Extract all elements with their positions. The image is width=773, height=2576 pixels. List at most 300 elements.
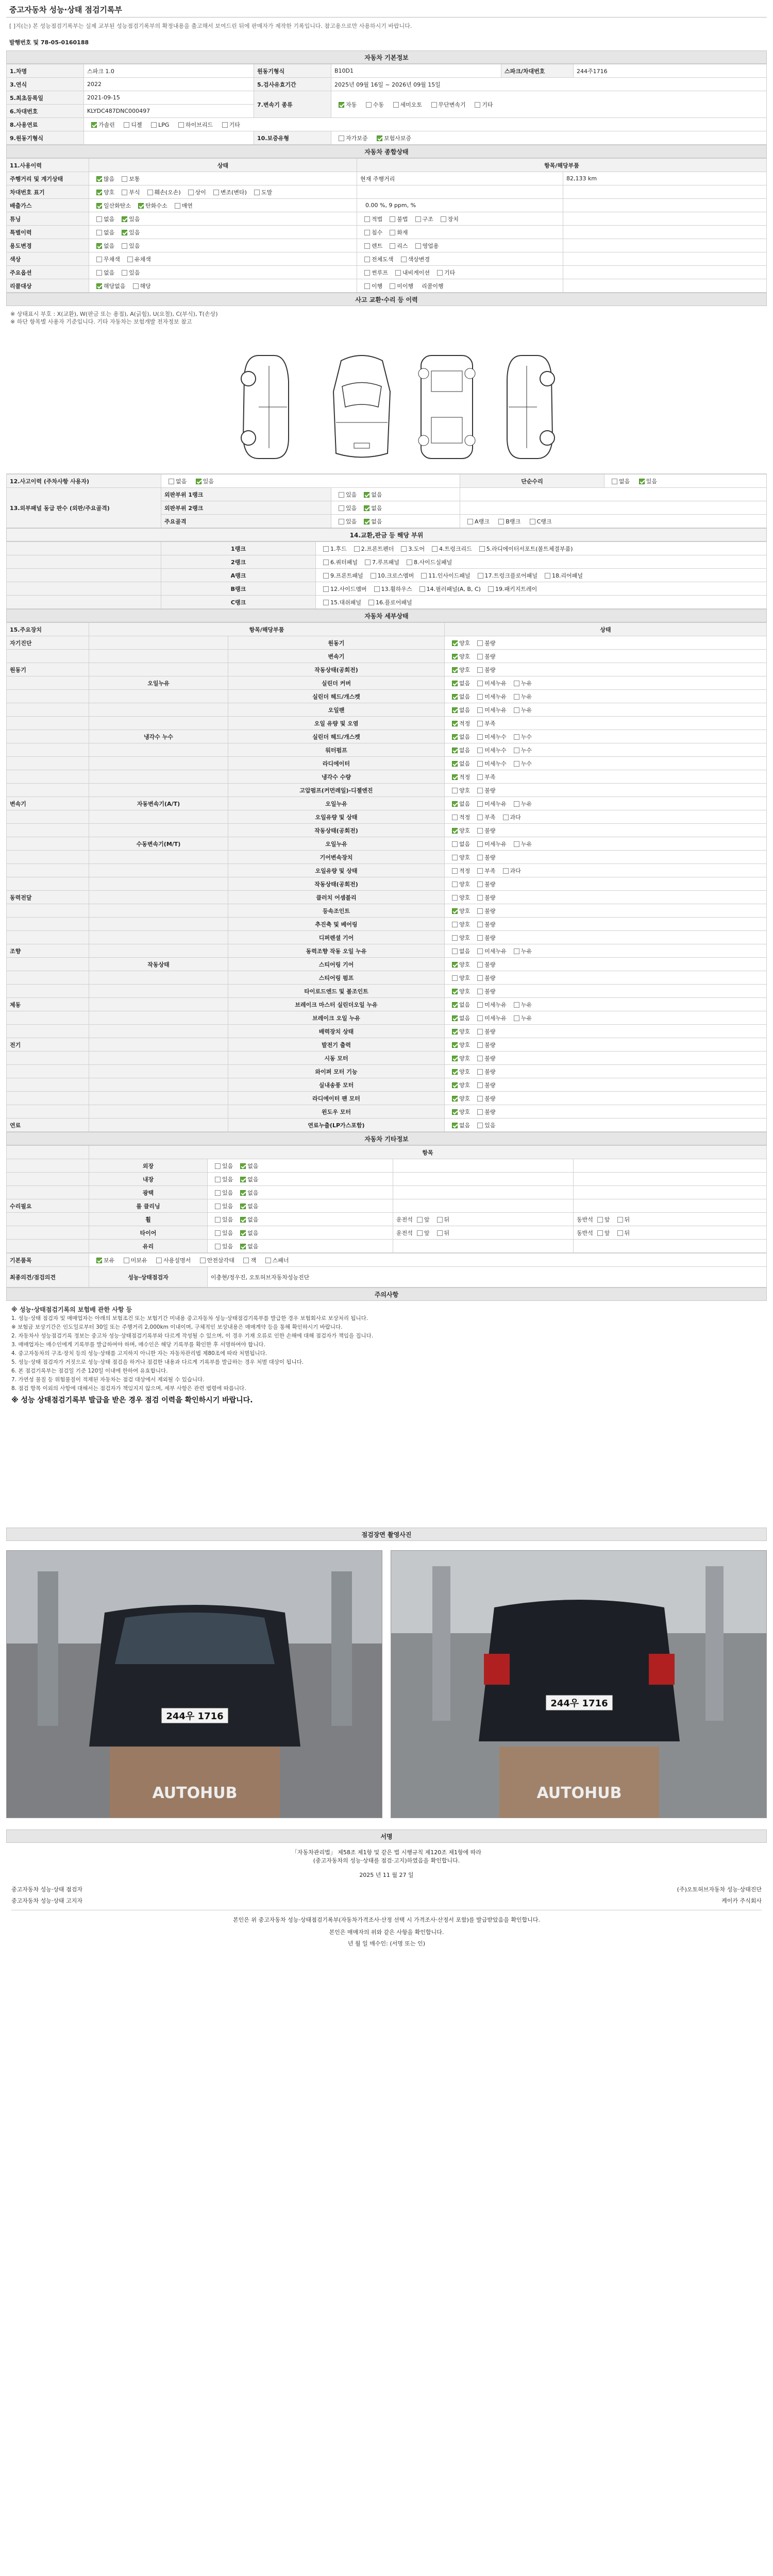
detail-row-subgroup xyxy=(89,877,228,891)
text-label: 상태 xyxy=(445,623,767,636)
checkbox-icon xyxy=(339,505,344,511)
checkbox-icon xyxy=(452,855,458,860)
option-item: 없음 xyxy=(448,1014,470,1022)
detail-row-item: 워터펌프 xyxy=(228,743,445,757)
table-row xyxy=(7,488,767,501)
checkbox-icon xyxy=(415,243,421,249)
summary-row-value: 82,133 km xyxy=(563,172,767,185)
option-item: 5.라디에이터서포트(볼트체결부품) xyxy=(475,545,573,553)
option-item: 불량 xyxy=(473,880,495,888)
notice-text: [ ]지(는) 본 성능점검기록부는 실제 교부된 성능점검기록부의 확정내용을 출고해서 보여드린 뒤에 판매자가 제작한 기록입니다. 참고용으로만 사용하시기 바랍니다. xyxy=(9,23,412,29)
checkbox-icon xyxy=(477,681,483,686)
option-item: 14.필러패널(A, B, C) xyxy=(415,585,481,593)
option-item xyxy=(120,121,142,129)
checkbox-checked-icon xyxy=(639,479,645,484)
text-label: 보험사보증 xyxy=(384,134,412,142)
option-item: 불량 xyxy=(473,1067,495,1076)
detail-row-subgroup xyxy=(89,743,228,757)
option-item xyxy=(164,477,187,485)
other-table xyxy=(6,1145,767,1253)
checkbox-checked-icon xyxy=(452,1109,458,1115)
option-item xyxy=(218,121,240,129)
option-item: 17.트렁크플로어패널 xyxy=(474,571,538,580)
detail-row-group xyxy=(7,1025,89,1038)
checkbox-icon xyxy=(477,640,483,646)
checkbox-icon xyxy=(96,216,102,222)
car-top-front-icon xyxy=(326,350,398,464)
parts-row xyxy=(7,542,767,555)
inspection-valid-value: 2025년 09월 16일 ~ 2026년 09월 15일 xyxy=(331,78,767,91)
detail-row-item: 실린더 헤드/개스켓 xyxy=(228,690,445,703)
detail-row-status xyxy=(445,1038,767,1052)
option-item: 앞 xyxy=(413,1229,430,1237)
parts-head: 14.교환,판금 등 해당 부위 xyxy=(6,528,767,541)
text-label: 사용설명서 xyxy=(163,1257,191,1264)
detail-row xyxy=(7,837,767,851)
option-item: 해당 xyxy=(129,282,151,290)
checkbox-checked-icon xyxy=(240,1177,246,1182)
checkbox-icon xyxy=(477,935,483,941)
table-cell xyxy=(331,488,460,501)
detail-row-item: 실내송풍 모터 xyxy=(228,1078,445,1092)
checkbox-checked-icon xyxy=(122,216,127,222)
option-item: 뒤 xyxy=(613,1215,630,1224)
detail-row-group: 제동 xyxy=(7,998,89,1011)
summary-row-options xyxy=(89,199,357,212)
checkbox-checked-icon xyxy=(452,1042,458,1048)
checkbox-icon xyxy=(96,270,102,276)
checkbox-icon xyxy=(169,479,174,484)
buyer-confirm-1: 본인은 위 중고자동차 성능·상태점검기록부(자동차가격조사·산정 선택 시 가격조사·산정서 포함)를 발급받았음을 확인합니다. xyxy=(233,1917,540,1923)
table-cell xyxy=(460,488,767,501)
checkbox-icon xyxy=(477,895,483,901)
checkbox-icon xyxy=(503,815,509,820)
option-item: 없음 xyxy=(360,517,382,526)
detail-row-status xyxy=(445,770,767,784)
option-item: 없음 xyxy=(360,490,382,499)
plate-label: 스파크/차대번호 xyxy=(501,64,574,78)
cert-number-label: 발행번호 및 xyxy=(9,39,39,46)
option-item: 장치 xyxy=(436,215,459,223)
checkbox-icon xyxy=(477,1002,483,1008)
other-row-passenger: 동반석 앞 뒤 xyxy=(574,1226,767,1240)
parts-row-rank: C랭크 xyxy=(161,596,316,609)
section-photos: 점검장면 촬영사진 xyxy=(6,1528,767,1541)
detail-row-group xyxy=(7,1011,89,1025)
option-item: 해당없음 xyxy=(92,282,126,290)
checkbox-icon xyxy=(514,748,519,753)
detail-row-item: 작동상태(공회전) xyxy=(228,824,445,837)
checkbox-checked-icon xyxy=(452,828,458,834)
option-item: 양호 xyxy=(448,974,470,982)
option-item: 없음 xyxy=(448,1001,470,1009)
option-item xyxy=(92,1256,114,1264)
checkbox-icon xyxy=(467,519,473,524)
detail-row-subgroup xyxy=(89,810,228,824)
detail-row-item: 배력장치 상태 xyxy=(228,1025,445,1038)
checkbox-icon xyxy=(200,1258,206,1263)
summary-head-item: 11.사용이력 xyxy=(7,159,89,172)
detail-row-subgroup xyxy=(89,1105,228,1118)
cert-number xyxy=(6,38,767,50)
checkbox-icon xyxy=(323,546,329,552)
option-item xyxy=(463,517,490,526)
text-label: 디젤 xyxy=(131,121,142,128)
checkbox-icon xyxy=(477,667,483,673)
sign-line-1: 「자동차관리법」 제58조 제1항 및 같은 법 시행규칙 제120조 제1항에 따라 xyxy=(291,1849,482,1856)
option-item: 있음 xyxy=(211,1189,233,1197)
option-item: 불량 xyxy=(473,907,495,915)
option-item: 앞 xyxy=(593,1215,610,1224)
parts-row-rank: 1랭크 xyxy=(161,542,316,555)
checkbox-checked-icon xyxy=(364,492,369,498)
option-item: 누유 xyxy=(510,947,532,955)
checkbox-icon xyxy=(488,586,494,592)
legend-line-2: ※ 하단 항목별 사용자 기준입니다. 기타 자동차는 보험개발 전자정보 참고 xyxy=(10,318,192,325)
table-row xyxy=(7,1146,767,1159)
option-item: 있음 xyxy=(117,242,140,250)
checkbox-icon xyxy=(477,774,483,780)
summary-row-extra xyxy=(357,239,563,252)
table-cell xyxy=(7,1146,89,1159)
plate-value: 244주1716 xyxy=(574,64,767,78)
detail-row-subgroup xyxy=(89,1065,228,1078)
option-item: 뒤 xyxy=(433,1229,450,1237)
checkbox-icon xyxy=(390,243,395,249)
detail-row-status xyxy=(445,824,767,837)
summary-row xyxy=(7,239,767,252)
option-item xyxy=(192,477,214,485)
option-item: 미세누유 xyxy=(473,1014,507,1022)
detail-row-item: 실린더 커버 xyxy=(228,676,445,690)
checkbox-icon xyxy=(215,1217,221,1223)
notes-title: ※ 성능·상태점검기록의 보험배 관한 사항 등 xyxy=(11,1306,132,1313)
option-item: 없음 xyxy=(448,840,470,848)
summary-row-value xyxy=(563,226,767,239)
detail-row-status xyxy=(445,918,767,931)
detail-row xyxy=(7,663,767,676)
checkbox-icon xyxy=(364,283,370,289)
rear-plate-text: 244우 1716 xyxy=(550,1698,608,1709)
checkbox-icon xyxy=(364,230,370,235)
option-item: 앞 xyxy=(593,1229,610,1237)
checkbox-icon xyxy=(339,492,344,498)
detail-row-item: 오일누유 xyxy=(228,837,445,851)
checkbox-checked-icon xyxy=(452,1123,458,1128)
summary-row-options xyxy=(89,212,357,226)
summary-row-extra xyxy=(357,266,563,279)
detail-row xyxy=(7,717,767,730)
car-name-value: 스파크 1.0 xyxy=(84,64,254,78)
parts-row-items xyxy=(316,555,767,569)
detail-row-group xyxy=(7,971,89,985)
detail-row-subgroup xyxy=(89,998,228,1011)
checkbox-checked-icon xyxy=(240,1244,246,1249)
detail-row-status xyxy=(445,1105,767,1118)
detail-row-status xyxy=(445,690,767,703)
transmission-opt-auto xyxy=(334,100,357,109)
option-item: 불량 xyxy=(473,934,495,942)
option-item: 누유 xyxy=(510,679,532,687)
text-label: 보유 xyxy=(104,1257,115,1264)
checkbox-icon xyxy=(265,1258,271,1263)
checkbox-icon xyxy=(393,102,399,108)
basic-items-options xyxy=(89,1253,767,1267)
option-item: 불량 xyxy=(473,1054,495,1062)
checkbox-icon xyxy=(364,257,370,262)
checkbox-icon xyxy=(323,560,329,565)
checkbox-icon xyxy=(477,922,483,927)
parts-row-items xyxy=(316,582,767,596)
option-item: 불량 xyxy=(473,1108,495,1116)
option-item: 부족 xyxy=(473,867,495,875)
detail-row-item: 시동 모터 xyxy=(228,1052,445,1065)
detail-row xyxy=(7,944,767,958)
detail-row xyxy=(7,703,767,717)
option-item xyxy=(494,517,520,526)
other-row-options xyxy=(208,1240,393,1253)
detail-row-subgroup: 냉각수 누수 xyxy=(89,730,228,743)
option-item xyxy=(239,1256,256,1264)
option-item: 불량 xyxy=(473,1081,495,1089)
checkbox-icon xyxy=(477,855,483,860)
checkbox-icon xyxy=(477,962,483,968)
notes-paragraph: 5. 성능·상태 점검자가 거짓으로 성능·상태 점검을 하거나 점검한 내용과 다르게 기록부를 발급하는 경우 처벌 대상이 됩니다. xyxy=(11,1359,304,1365)
detail-row-status xyxy=(445,1118,767,1132)
detail-row-item: 라디에이터 팬 모터 xyxy=(228,1092,445,1105)
detail-row-group xyxy=(7,810,89,824)
option-item: 없음 xyxy=(448,692,470,701)
other-row-options xyxy=(208,1226,393,1240)
detail-row xyxy=(7,810,767,824)
summary-row-extra xyxy=(357,185,563,199)
checkbox-checked-icon xyxy=(240,1217,246,1223)
option-item: 적정 xyxy=(448,719,470,727)
checkbox-checked-icon xyxy=(240,1163,246,1169)
detail-row-item: 기어변속장치 xyxy=(228,851,445,864)
detail-row-subgroup xyxy=(89,918,228,931)
option-item: 있음 xyxy=(211,1175,233,1183)
detail-row xyxy=(7,851,767,864)
engine-type-value: B10D1 xyxy=(331,64,501,78)
detail-row-item: 발전기 출력 xyxy=(228,1038,445,1052)
option-item: 있음 xyxy=(334,504,357,512)
parts-row-items xyxy=(316,596,767,609)
table-cell xyxy=(331,501,460,515)
option-item: 8.사이드실패널 xyxy=(402,558,452,566)
checkbox-checked-icon xyxy=(452,694,458,700)
other-row-options xyxy=(208,1213,393,1226)
detail-row-item: 냉각수 수량 xyxy=(228,770,445,784)
option-item: 없음 xyxy=(236,1189,258,1197)
text-label: 무단변속기 xyxy=(438,101,466,108)
detail-row xyxy=(7,676,767,690)
option-item: 부식 xyxy=(117,188,140,196)
summary-row-value xyxy=(563,279,767,293)
detail-row-group xyxy=(7,904,89,918)
option-item: 있음 xyxy=(117,268,140,277)
option-item: 양호 xyxy=(448,1067,470,1076)
other-row-group xyxy=(7,1159,89,1173)
section-detail: 자동차 세부상태 xyxy=(6,609,767,622)
option-item: 전체도색 xyxy=(360,255,394,263)
detail-row-group xyxy=(7,784,89,797)
option-item xyxy=(608,477,630,485)
checkbox-icon xyxy=(323,600,329,605)
notifier-value: 케이카 주식회사 xyxy=(721,1897,762,1904)
checkbox-icon xyxy=(364,243,370,249)
detail-row-status xyxy=(445,784,767,797)
checkbox-checked-icon xyxy=(452,908,458,914)
vin-label: 6.차대번호 xyxy=(7,105,84,118)
option-item xyxy=(147,122,169,128)
option-item: 미이행 xyxy=(385,282,413,290)
option-item: 12.사이드멤버 xyxy=(319,585,367,593)
car-side-left-icon xyxy=(238,350,295,464)
summary-row xyxy=(7,252,767,266)
checkbox-icon xyxy=(124,122,129,128)
checkbox-icon xyxy=(417,1230,423,1236)
checkbox-icon xyxy=(597,1217,603,1223)
detail-row xyxy=(7,1038,767,1052)
checkbox-checked-icon xyxy=(452,707,458,713)
checkbox-icon xyxy=(514,801,519,807)
detail-row xyxy=(7,690,767,703)
detail-row-item: 추진축 및 베어링 xyxy=(228,918,445,931)
checkbox-icon xyxy=(617,1230,623,1236)
detail-row xyxy=(7,918,767,931)
option-item: 불량 xyxy=(473,826,495,835)
detail-row-group xyxy=(7,650,89,663)
detail-row-item: 작동상태(공회전) xyxy=(228,877,445,891)
notes-paragraph: 4. 중고자동차의 구조·장치 등의 성능·상태를 고지하지 아니한 자는 자동차관리법 제80조에 따라 처벌됩니다. xyxy=(11,1350,267,1357)
checkbox-icon xyxy=(339,135,344,141)
checkbox-checked-icon xyxy=(452,1015,458,1021)
option-item: 미세누유 xyxy=(473,692,507,701)
detail-row xyxy=(7,743,767,757)
option-item: 양호 xyxy=(448,1081,470,1089)
checkbox-icon xyxy=(122,190,127,195)
fuel-label: 8.사용연료 xyxy=(7,118,84,131)
car-name-label: 1.차명 xyxy=(7,64,84,78)
option-item: 불량 xyxy=(473,1027,495,1036)
option-item: 양호 xyxy=(92,188,114,196)
exterior-panel-label: 13.외부패널 동급 판수 (외판/주요골격) xyxy=(7,488,161,528)
checkbox-icon xyxy=(452,788,458,793)
option-item: 일산화탄소 xyxy=(92,201,131,210)
basic-info-table xyxy=(6,64,767,145)
warranty-options xyxy=(331,131,767,145)
summary-row-label: 차대번호 표기 xyxy=(7,185,89,199)
summary-row-value xyxy=(563,212,767,226)
parts-row xyxy=(7,569,767,582)
other-row-group xyxy=(7,1213,89,1226)
detail-row-status xyxy=(445,985,767,998)
summary-row-options xyxy=(89,252,357,266)
detail-row-status xyxy=(445,743,767,757)
detail-row-group xyxy=(7,824,89,837)
checkbox-icon xyxy=(477,989,483,994)
checkbox-icon xyxy=(452,815,458,820)
detail-row-status xyxy=(445,650,767,663)
option-item: 미세누유 xyxy=(473,1001,507,1009)
text-label: 있음 xyxy=(203,478,214,485)
option-item: 없음 xyxy=(448,679,470,687)
option-item: 7.루프패널 xyxy=(361,558,399,566)
checkbox-icon xyxy=(477,841,483,847)
detail-row-subgroup xyxy=(89,971,228,985)
checkbox-icon xyxy=(437,1230,443,1236)
option-item: 이행 xyxy=(360,282,382,290)
checkbox-icon xyxy=(514,948,519,954)
checkbox-checked-icon xyxy=(452,774,458,780)
detail-row-status xyxy=(445,717,767,730)
option-item: 19.패키지트레이 xyxy=(484,585,537,593)
detail-row-group xyxy=(7,770,89,784)
detail-row-item: 와이퍼 모터 기능 xyxy=(228,1065,445,1078)
checkbox-icon xyxy=(452,895,458,901)
rear-lift-brand: AUTOHUB xyxy=(536,1784,622,1802)
option-item: 없음 xyxy=(92,268,114,277)
checkbox-icon xyxy=(243,1258,249,1263)
option-item: 뒤 xyxy=(433,1215,450,1224)
detail-row-group xyxy=(7,1065,89,1078)
rank1-label: 외판부위 1랭크 xyxy=(161,488,331,501)
summary-row xyxy=(7,212,767,226)
checkbox-checked-icon xyxy=(452,681,458,686)
option-item: 있음 xyxy=(334,517,357,526)
checkbox-icon xyxy=(477,1029,483,1035)
option-item: 부족 xyxy=(473,813,495,821)
option-item: 양호 xyxy=(448,893,470,902)
option-item: 침수 xyxy=(360,228,382,236)
checkbox-icon xyxy=(477,654,483,659)
other-row xyxy=(7,1173,767,1186)
buyer-confirm-2: 본인은 매매자의 위와 같은 사항을 확인합니다. xyxy=(329,1929,444,1936)
option-item: 양호 xyxy=(448,960,470,969)
detail-row-group xyxy=(7,703,89,717)
other-row-item: 룸 클리닝 xyxy=(89,1199,208,1213)
detail-row xyxy=(7,824,767,837)
legend-line-1: ※ 상태표시 부호 : X(교환), W(판금 또는 용접), A(긁힘), U(요철), C(부식), T(손상) xyxy=(10,311,218,317)
option-item: 없음 xyxy=(236,1202,258,1210)
summary-row-label: 배출가스 xyxy=(7,199,89,212)
detail-row-status xyxy=(445,1078,767,1092)
detail-row-subgroup: 수동변속기(M/T) xyxy=(89,837,228,851)
option-item: 적정 xyxy=(448,773,470,781)
checkbox-checked-icon xyxy=(91,122,97,128)
option-item: 앞 xyxy=(413,1215,430,1224)
option-item: 미세누유 xyxy=(473,840,507,848)
buyer-sign-line: 년 월 일 매수인: (서명 또는 인) xyxy=(347,1940,426,1947)
front-lift-brand: AUTOHUB xyxy=(152,1784,238,1802)
transmission-opt-manual xyxy=(362,100,384,109)
checkbox-icon xyxy=(147,190,153,195)
checkbox-checked-icon xyxy=(452,748,458,753)
detail-row xyxy=(7,1052,767,1065)
checkbox-icon xyxy=(437,1217,443,1223)
option-item: 양호 xyxy=(448,826,470,835)
engine-form-label: 9.원동기형식 xyxy=(7,131,84,145)
table-row xyxy=(7,1267,767,1287)
option-item: 미세누수 xyxy=(473,733,507,741)
summary-row-label: 용도변경 xyxy=(7,239,89,252)
basic-row-name xyxy=(7,64,767,78)
option-item: 적정 xyxy=(448,867,470,875)
detail-row xyxy=(7,971,767,985)
detail-row-subgroup xyxy=(89,904,228,918)
checkbox-icon xyxy=(477,761,483,767)
